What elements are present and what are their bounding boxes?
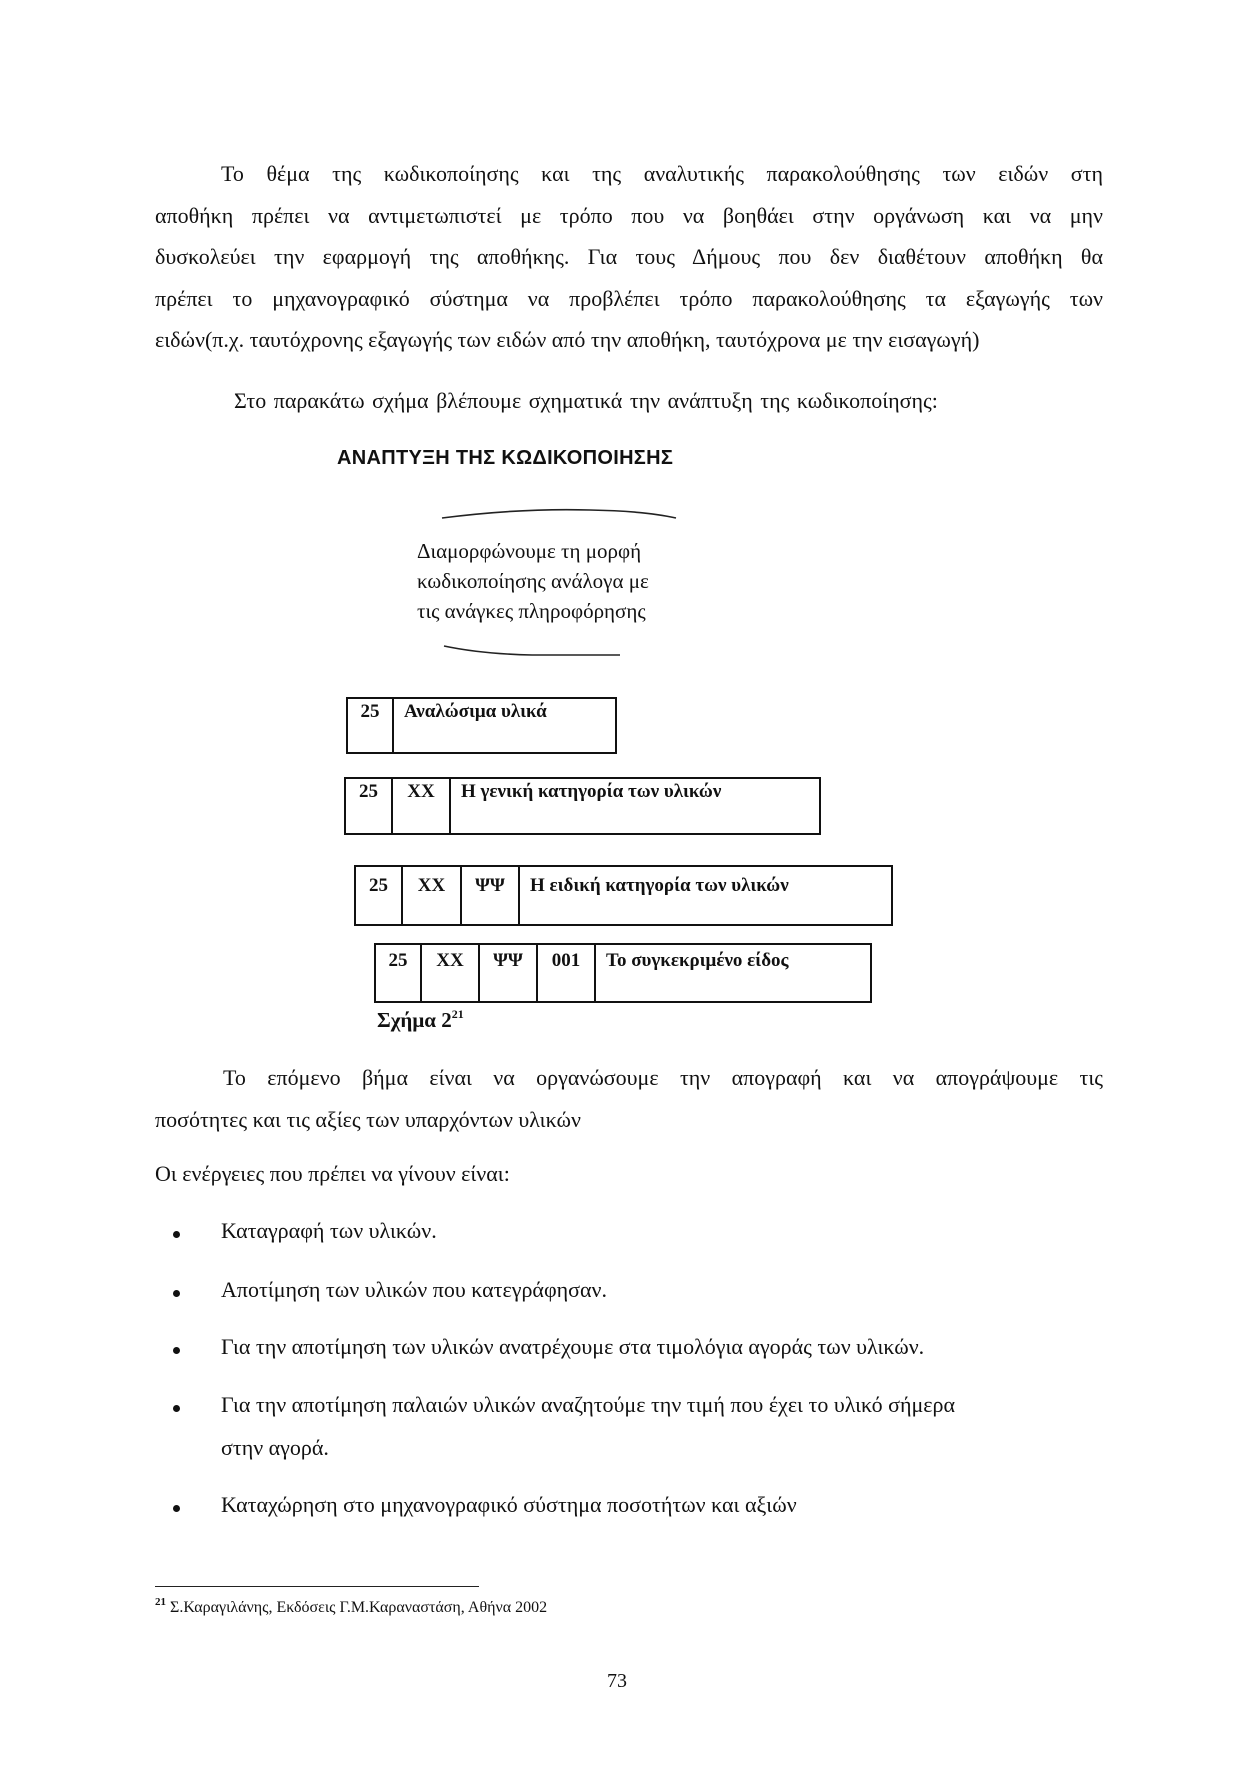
code-cell-item: 001 [538, 945, 596, 1001]
callout-text [417, 536, 649, 626]
callout-line-3: τις ανάγκες πληροφόρησης [417, 599, 646, 623]
footnote [155, 1596, 548, 1617]
figure-intro: Στο παρακάτω σχήμα βλέπουμε σχηματικά την ανάπτυξη της κωδικοποίησης: [234, 388, 938, 413]
next-step-paragraph [155, 1057, 1103, 1140]
intro-line-3: δυσκολεύει την εφαρμογή της αποθήκης. Για τους Δήμους που δεν διαθέτουν αποθήκη θα [155, 244, 1103, 269]
figure-heading: ΑΝΑΠΤΥΞΗ ΤΗΣ ΚΩΔΙΚΟΠΟΙΗΣΗΣ [337, 447, 674, 469]
code-cell-class: 25 [376, 945, 422, 1001]
code-cell-general: XX [393, 779, 451, 833]
figure-caption [377, 1008, 464, 1033]
bullet-text: Για την αποτίμηση των υλικών ανατρέχουμε στα τιμολόγια αγοράς των υλικών. [221, 1334, 925, 1359]
callout-line-2: κωδικοποίησης ανάλογα με [417, 569, 649, 593]
footnote-separator [155, 1586, 479, 1587]
code-row-4-label: Το συγκεκριμένο είδος [606, 950, 789, 971]
intro-line-4: πρέπει το μηχανογραφικό σύστημα να προβλέπει τρόπο παρακολούθησης τα εξαγωγής των [155, 285, 1103, 311]
figure-caption-footnote-ref: 21 [451, 1007, 464, 1021]
intro-line-1: Το θέμα της κωδικοποίησης και της αναλυτικής παρακολούθησης των ειδών στη [221, 161, 1103, 186]
code-row-4 [374, 943, 872, 1003]
code-row-1 [346, 697, 617, 754]
bullet-text: Καταχώρηση στο μηχανογραφικό σύστημα ποσοτήτων και αξιών [221, 1492, 797, 1517]
bullet-dot-icon [173, 1347, 180, 1354]
code-cell-specific: ΨΨ [480, 945, 538, 1001]
callout-line-1: Διαμορφώνουμε τη μορφή [417, 539, 642, 563]
callout-bottom-stroke [442, 644, 622, 658]
code-cell-general: XX [403, 867, 462, 924]
code-cell-general: XX [422, 945, 480, 1001]
code-row-2 [344, 777, 821, 835]
bullet-dot-icon [173, 1505, 180, 1512]
next-step-line-2: ποσότητες και τις αξίες των υπαρχόντων υλικών [155, 1106, 581, 1132]
intro-line-5: ειδών(π.χ. ταυτόχρονης εξαγωγής των ειδών από την αποθήκη, ταυτόχρονα με την εισαγωγή) [155, 327, 980, 352]
bullet-dot-icon [173, 1290, 180, 1297]
footnote-marker: 21 [155, 1596, 166, 1608]
bullet-dot-icon [173, 1405, 180, 1412]
intro-paragraph [155, 153, 1103, 361]
code-cell-class: 25 [348, 699, 394, 752]
bullet-text-continuation: στην αγορά. [221, 1435, 329, 1460]
code-cell-specific: ΨΨ [462, 867, 520, 924]
next-step-line-1: Το επόμενο βήμα είναι να οργανώσουμε την απογραφή και να απογράψουμε τις [223, 1065, 1103, 1090]
actions-intro: Οι ενέργειες που πρέπει να γίνουν είναι: [155, 1161, 510, 1186]
code-row-2-label: Η γενική κατηγορία των υλικών [461, 781, 722, 802]
code-cell-class: 25 [346, 779, 393, 833]
code-row-3 [354, 865, 893, 926]
bullet-text: Καταγραφή των υλικών. [221, 1218, 437, 1243]
bullet-text: Αποτίμηση των υλικών που κατεγράφησαν. [221, 1277, 607, 1302]
code-cell-class: 25 [356, 867, 403, 924]
bullet-text: Για την αποτίμηση παλαιών υλικών αναζητούμε την τιμή που έχει το υλικό σήμερα [221, 1392, 956, 1417]
code-row-1-label: Αναλώσιμα υλικά [404, 701, 547, 722]
page-number: 73 [607, 1670, 627, 1692]
code-row-3-label: Η ειδική κατηγορία των υλικών [530, 875, 789, 896]
footnote-text: Σ.Καραγιλάνης, Εκδόσεις Γ.Μ.Καραναστάση, Αθήνα 2002 [170, 1599, 548, 1616]
callout-top-stroke [440, 506, 680, 520]
bullet-dot-icon [173, 1231, 180, 1238]
intro-line-2: αποθήκη πρέπει να αντιμετωπιστεί με τρόπο που να βοηθάει στην οργάνωση και να μην [155, 202, 1103, 228]
figure-caption-text: Σχήμα 2 [377, 1008, 452, 1032]
